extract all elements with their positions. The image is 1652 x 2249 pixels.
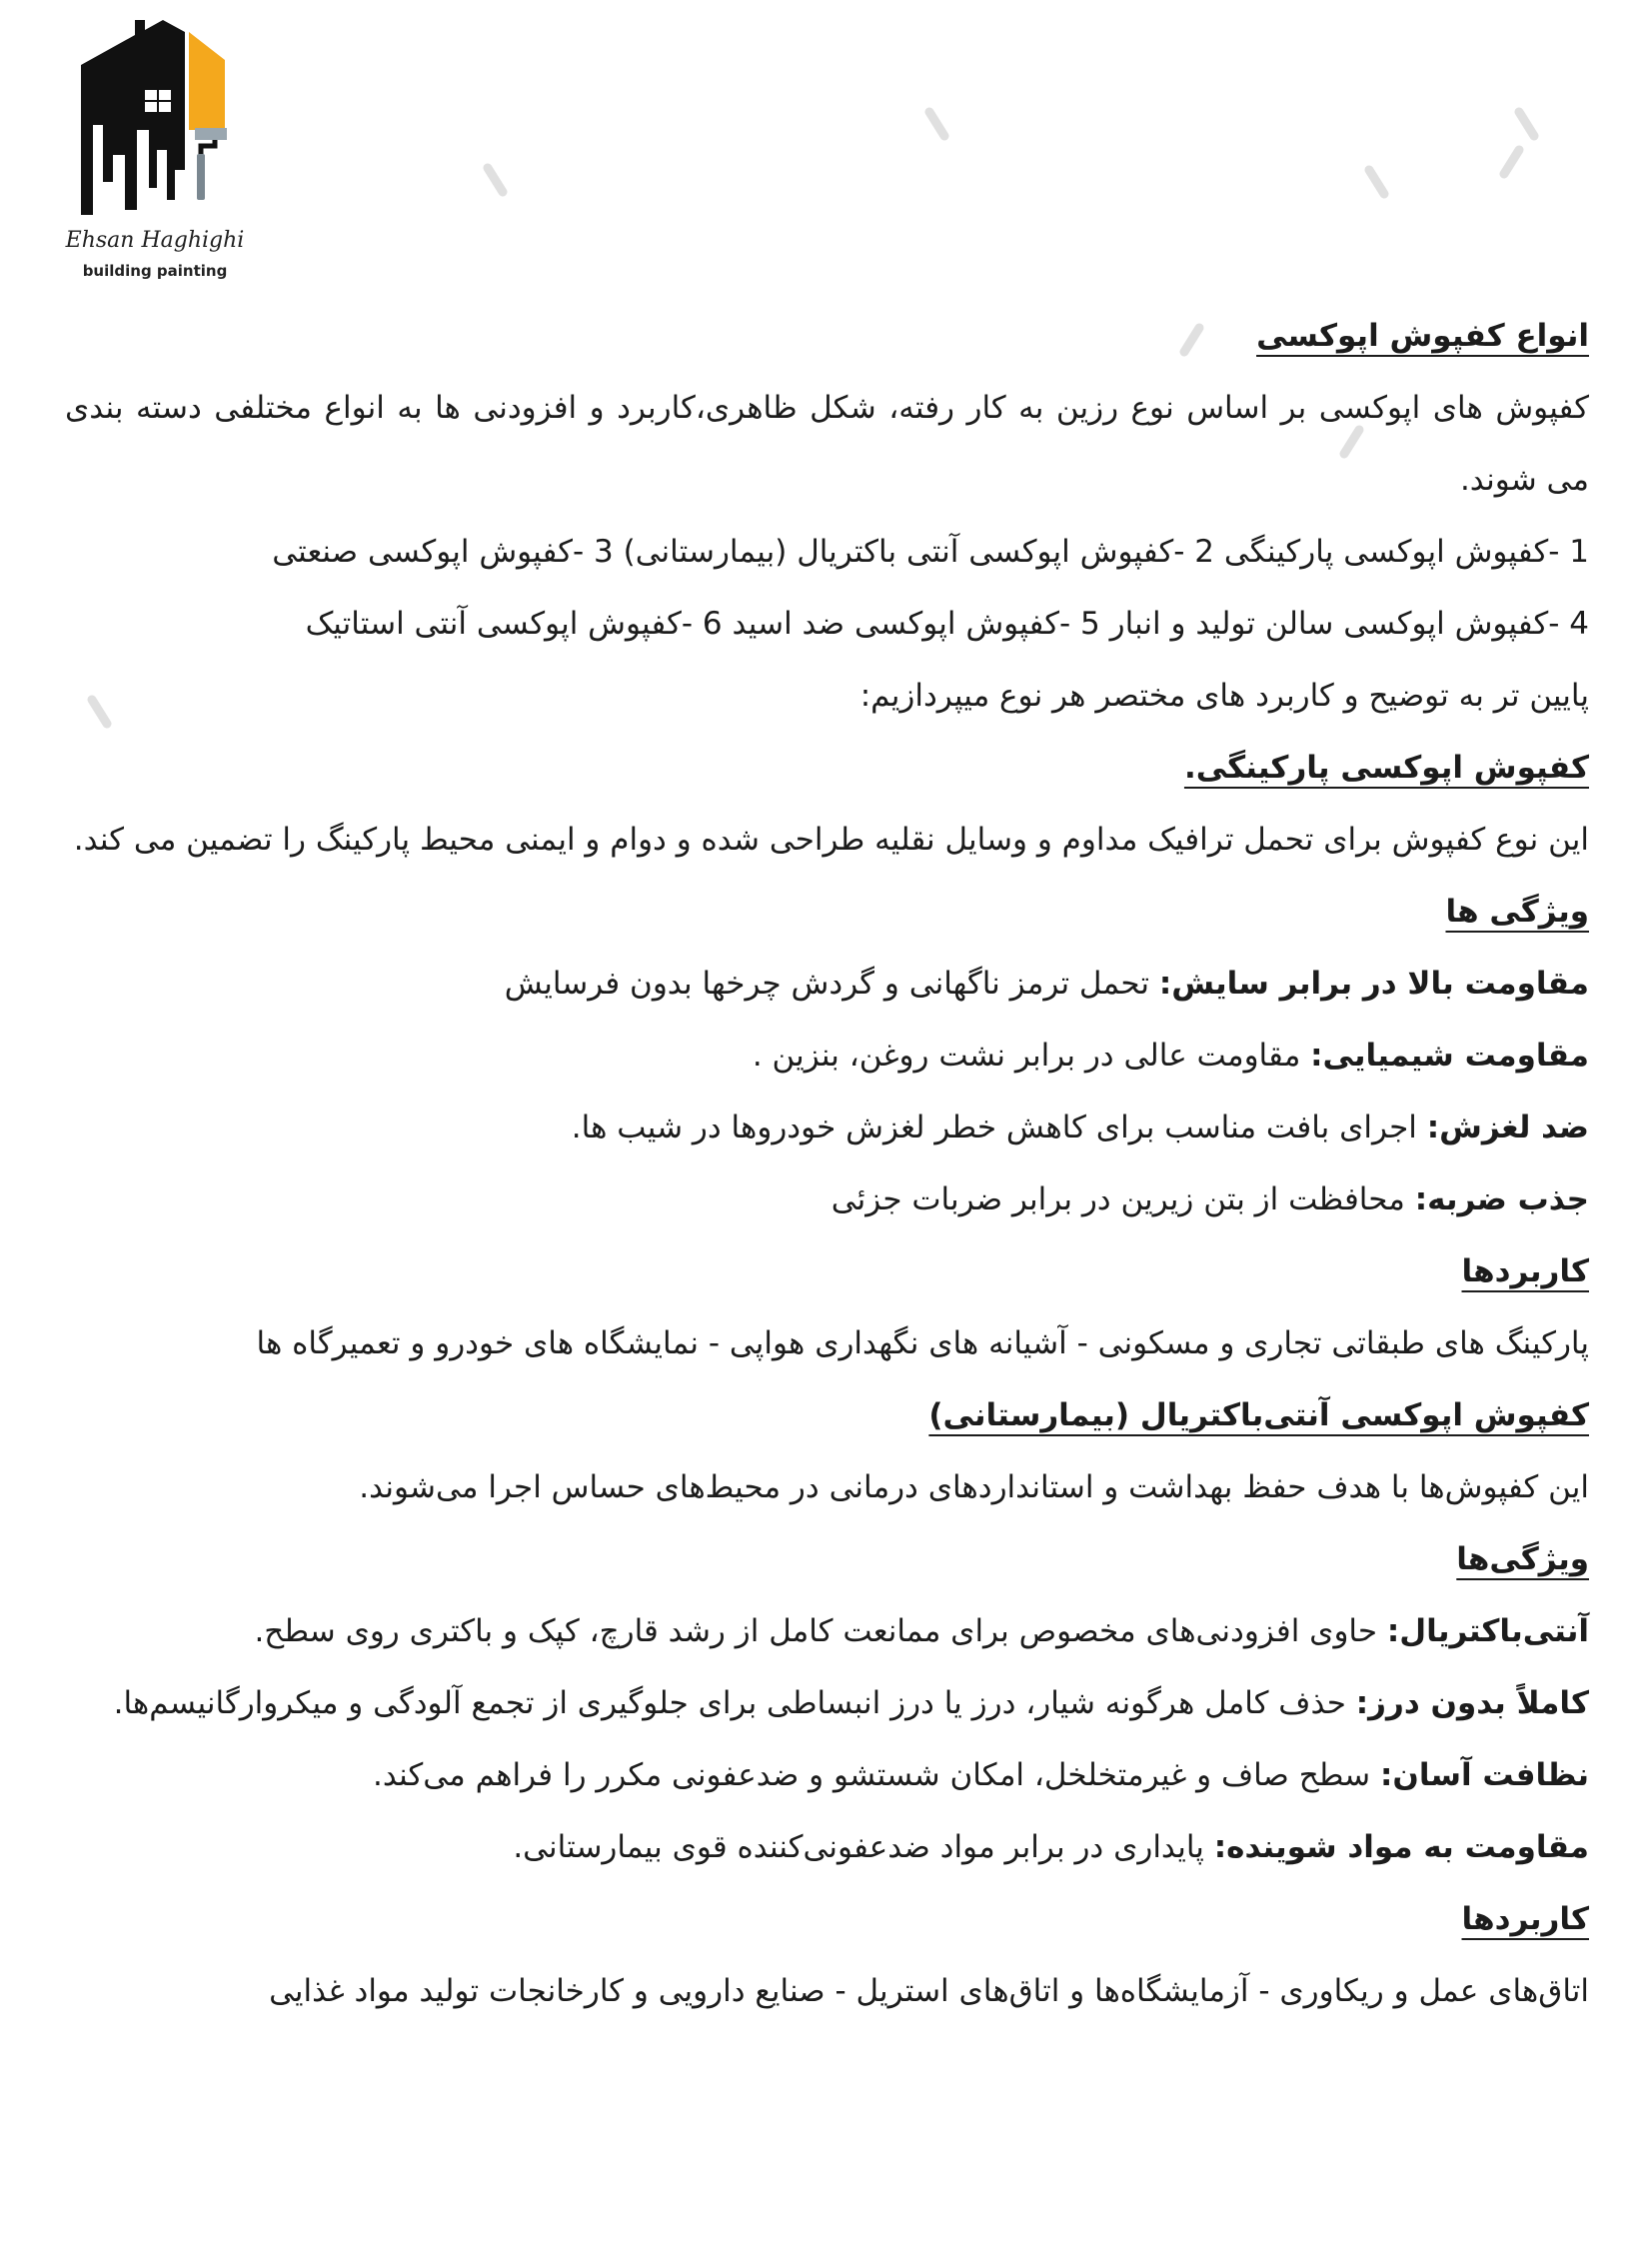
applications-text: پارکینگ های طبقاتی تجاری و مسکونی - آشیانه های نگهداری هواپی - نمایشگاه های خودرو و تعمیرگاه ها xyxy=(256,1325,1589,1361)
section-heading-parking: کفپوش اپوکسی پارکینگی. xyxy=(1183,750,1589,786)
applications-heading: کاربردها xyxy=(1461,1901,1589,1937)
document-title: انواع کفپوش اپوکسی xyxy=(1256,318,1589,354)
feature-item: مقاومت بالا در برابر سایش: تحمل ترمز ناگهانی و گردش چرخها بدون فرسایش xyxy=(504,966,1589,1002)
section-description-antibacterial: این کفپوش‌ها با هدف حفظ بهداشت و استانداردهای درمانی در محیط‌های حساس اجرا می‌شوند. xyxy=(359,1469,1589,1505)
logo-tagline: building painting xyxy=(82,262,228,280)
feature-item: مقاومت شیمیایی: مقاومت عالی در برابر نشت روغن، بنزین . xyxy=(752,1038,1589,1074)
applications-text: اتاق‌های عمل و ریکاوری - آزمایشگاه‌ها و اتاق‌های استریل - صنایع دارویی و کارخانجات تولید مواد غذایی xyxy=(269,1973,1589,2009)
intro-paragraph: کفپوش های اپوکسی بر اساس نوع رزین به کار رفته، شکل ظاهری،کاربرد و افزودنی ها به انواع مختلفی دسته بندی می شوند. xyxy=(65,390,1589,498)
section-heading-antibacterial: کفپوش اپوکسی آنتی‌باکتریال (بیمارستانی) xyxy=(928,1397,1589,1433)
types-list-line-1: 1 -کفپوش اپوکسی پارکینگی 2 -کفپوش اپوکسی آنتی باکتریال (بیمارستانی) 3 -کفپوش اپوکسی صنعتی xyxy=(272,534,1589,570)
feature-item: کاملاً بدون درز: حذف کامل هرگونه شیار، درز یا درز انبساطی برای جلوگیری از تجمع آلودگی و میکروارگانیسم‌ها. xyxy=(113,1685,1589,1721)
feature-item: آنتی‌باکتریال: حاوی افزودنی‌های مخصوص برای ممانعت کامل از رشد قارچ، کپک و باکتری روی سطح. xyxy=(254,1613,1589,1649)
outro-paragraph: پایین تر به توضیح و کاربرد های مختصر هر نوع میپردازیم: xyxy=(859,678,1589,714)
applications-heading: کاربردها xyxy=(1461,1253,1589,1289)
section-description-parking: این نوع کفپوش برای تحمل ترافیک مداوم و وسایل نقلیه طراحی شده و دوام و ایمنی محیط پارکینگ را تضمین می کند. xyxy=(73,822,1589,858)
types-list-line-2: 4 -کفپوش اپوکسی سالن تولید و انبار 5 -کفپوش اپوکسی ضد اسید 6 -کفپوش اپوکسی آنتی استاتیک xyxy=(305,606,1589,642)
feature-item: جذب ضربه: محافظت از بتن زیرین در برابر ضربات جزئی xyxy=(830,1181,1589,1217)
feature-item: ضد لغزش: اجرای بافت مناسب برای کاهش خطر لغزش خودروها در شیب ها. xyxy=(571,1110,1589,1145)
building-painting-logo-icon xyxy=(75,10,235,215)
document-body xyxy=(65,300,1589,2027)
logo-name: Ehsan Haghighi xyxy=(65,228,245,253)
features-heading: ویژگی‌ها xyxy=(1456,1541,1589,1577)
features-heading: ویژگی ها xyxy=(1445,894,1589,930)
feature-item: مقاومت به مواد شوینده: پایداری در برابر مواد ضدعفونی‌کننده قوی بیمارستانی. xyxy=(513,1829,1589,1865)
company-logo xyxy=(55,10,255,290)
feature-item: نظافت آسان: سطح صاف و غیرمتخلخل، امکان شستشو و ضدعفونی مکرر را فراهم می‌کند. xyxy=(373,1757,1589,1793)
